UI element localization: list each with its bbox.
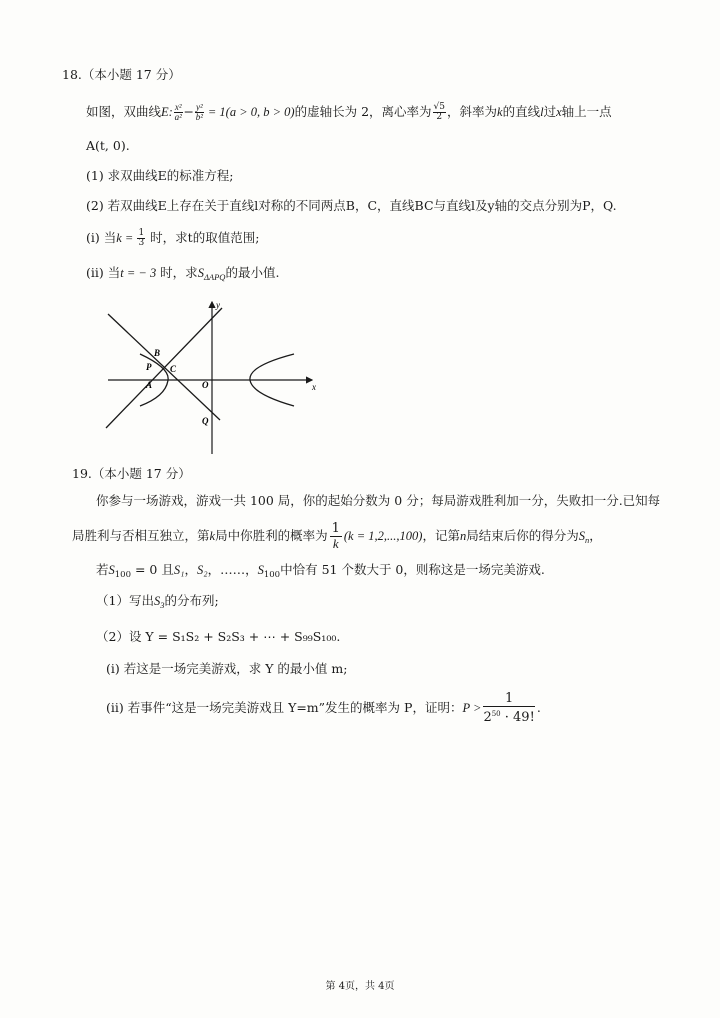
- q18-part-ii-text-c: 的最小值.: [225, 265, 280, 280]
- q19-period: .: [536, 700, 541, 715]
- frac-den: b²: [195, 112, 203, 122]
- q19-part1-text-a: （1）写出: [96, 593, 154, 608]
- q19-k-var: k: [209, 529, 216, 543]
- q19-heading: 19.（本小题 17 分）: [72, 466, 191, 481]
- label-y: y: [216, 300, 220, 310]
- q18-part-ii: [86, 264, 279, 286]
- q19-S3: S: [153, 594, 161, 608]
- label-B: B: [154, 348, 161, 358]
- hyperbola-figure: [100, 296, 320, 456]
- q18-part-i-k: k =: [116, 231, 137, 245]
- q19-line3-text-e: 中恰有 51 个数大于 0，则称这是一场完美游戏.: [280, 562, 545, 577]
- q19-line3-text-a: 若: [96, 562, 109, 577]
- q18-part-i: [86, 229, 259, 248]
- label-O: O: [202, 380, 209, 390]
- q18-part1: (1) 求双曲线E的标准方程;: [86, 168, 234, 183]
- q19-line2-text-e: 局结束后你的得分为: [466, 528, 579, 543]
- q18-intro-text-b: 的虚轴长为 2，离心率为: [294, 104, 432, 119]
- q19-P-gt: P >: [462, 701, 482, 715]
- page-footer: 第 4页，共 4页: [325, 981, 395, 992]
- q18-E-label: E:: [161, 105, 173, 119]
- q19-S100b-sub: 100: [263, 570, 281, 580]
- q18-part-ii-text-b: 时，求: [156, 265, 198, 280]
- q19-n-var: n: [459, 529, 467, 543]
- frac-num: x²: [174, 102, 182, 112]
- frac-den: [483, 707, 534, 725]
- line-l: [106, 308, 222, 428]
- q18-part-i-text-a: (i) 当: [86, 230, 117, 245]
- den-factorial: · 49!: [500, 710, 535, 725]
- q19-line2-text-d: ，记第: [422, 528, 460, 543]
- proof-fraction: [483, 692, 534, 725]
- frac-num: 1: [331, 521, 340, 536]
- q18-x-var: x: [556, 105, 562, 119]
- x2-over-a2: [174, 103, 183, 122]
- q18-S-sub: ΔAPQ: [203, 272, 226, 282]
- frac-num: y²: [196, 102, 203, 112]
- q18-intro-text-a: 如图，双曲线: [86, 104, 162, 119]
- frac-num: √5: [433, 102, 446, 112]
- y2-over-b2: [195, 103, 204, 122]
- q19-Sn-sub: n: [584, 535, 590, 545]
- q18-intro-text-f: 轴上一点: [561, 104, 612, 119]
- label-x: x: [312, 382, 316, 392]
- q19-line1: 你参与一场游戏，游戏一共 100 局，你的起始分数为 0 分；每局游戏胜利加一分，失败扣一分.已知每: [96, 493, 661, 508]
- frac-num: 1: [483, 692, 534, 707]
- frac-den: k: [332, 536, 339, 551]
- q18-point-A: A(t, 0).: [86, 138, 130, 153]
- q19-line3-text-b: = 0 且: [131, 562, 174, 577]
- q19-line2-text-a: 局胜利与否相互独立，第: [72, 528, 210, 543]
- q18-heading: 18.（本小题 17 分）: [62, 67, 181, 82]
- q18-eq-rest: = 1(a > 0, b > 0): [204, 105, 295, 119]
- line-BC: [108, 314, 220, 420]
- q18-l-var: l: [540, 105, 544, 119]
- q19-part2: （2）设 Y = S₁S₂ + S₂S₃ + ⋯ + S₉₉S₁₀₀.: [96, 629, 341, 644]
- q19-S2: S₂: [196, 563, 208, 577]
- frac-den: a²: [174, 112, 182, 122]
- q18-S-label: S: [197, 266, 204, 280]
- q19-line3-text-d: ，……，: [207, 562, 258, 577]
- q18-k-var: k: [497, 105, 503, 119]
- label-A: A: [146, 380, 153, 390]
- q19-S1: S₁: [173, 563, 185, 577]
- label-P: P: [146, 362, 152, 372]
- q19-line2-text-b: 局中你胜利的概率为: [215, 528, 328, 543]
- q18-part-i-text-b: 时，求t的取值范围;: [146, 230, 260, 245]
- q18-part2: (2) 若双曲线E上存在关于直线l对称的不同两点B，C，直线BC与直线l及y轴的交点分别为P，Q.: [86, 198, 617, 213]
- q19-line2: [72, 522, 602, 551]
- label-C: C: [170, 364, 177, 374]
- q19-S100: S: [108, 563, 115, 577]
- q18-intro-text-e: 过: [543, 104, 557, 119]
- sqrt5-over-2: [433, 103, 446, 122]
- q18-part-ii-t: t = − 3: [120, 266, 157, 280]
- q19-part-ii: [106, 692, 541, 725]
- q19-Sn: S: [578, 529, 585, 543]
- den-base: 2: [483, 710, 492, 725]
- one-third: [137, 229, 145, 248]
- one-over-k: [330, 522, 342, 551]
- label-Q: Q: [202, 416, 209, 426]
- frac-den: 3: [138, 238, 145, 248]
- q19-line2-text-f: ，: [589, 528, 602, 543]
- q19-part-ii-text: (ii) 若事件“这是一场完美游戏且 Y=m”发生的概率为 P，证明：: [106, 700, 463, 715]
- q18-intro: 如图，双曲线E: $\frac{\text{x²}}{\text{a²}}$ − $\frac{\text{y²}}{\text{b²}}$ = 1(a > 0, b > 0)的虚轴长为 2，离心率为 $\frac{√5}{2}$ ，斜率为k的直线l过x轴上一点: [86, 102, 612, 122]
- q19-line3-text-c: ，: [184, 562, 197, 577]
- q18-part-ii-text-a: (ii) 当: [86, 265, 121, 280]
- q19-part-i: (i) 若这是一场完美游戏，求 Y 的最小值 m;: [106, 661, 348, 676]
- q19-part1: [96, 592, 219, 614]
- q19-part1-text-b: 的分布列;: [164, 593, 219, 608]
- frac-den: 2: [436, 112, 443, 122]
- q19-S100b: S: [257, 563, 264, 577]
- den-exp: 50: [491, 710, 501, 718]
- frac-num: 1: [138, 228, 145, 238]
- q19-S3-sub: 3: [160, 600, 165, 610]
- q19-S100-sub: 100: [114, 570, 131, 580]
- q19-line3: [96, 561, 545, 584]
- q18-intro-text-c: ，斜率为: [447, 104, 498, 119]
- q19-k-range: (k = 1,2,...,100): [343, 529, 423, 543]
- q18-intro-text-d: 的直线: [502, 104, 541, 119]
